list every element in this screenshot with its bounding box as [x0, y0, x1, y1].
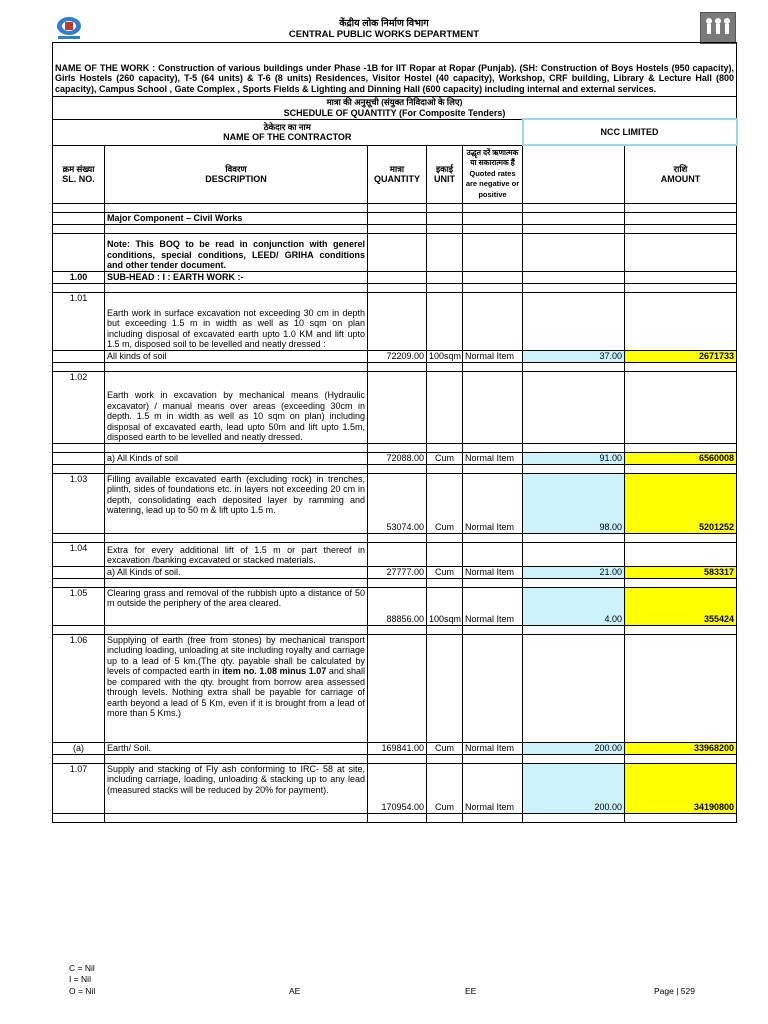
item-number: (a)	[53, 742, 105, 754]
item-type: Normal Item	[463, 452, 523, 464]
item-number: 1.05	[53, 587, 105, 625]
page-number: Page | 529	[654, 986, 695, 996]
col-qty-hindi: मात्रा	[389, 163, 405, 174]
subhead-number: 1.00	[53, 271, 105, 283]
contractor-label-hindi: ठेकेदार का नाम	[263, 121, 311, 132]
major-component-label: Major Component – Civil Works	[105, 212, 368, 224]
col-amount-english: AMOUNT	[660, 174, 701, 185]
item-description: Extra for every additional lift of 1.5 m or part thereof in excavation /banking excavated or stacked materials.	[105, 542, 368, 566]
item-rate: 21.00	[523, 566, 625, 578]
item-number: 1.01	[53, 292, 105, 350]
footer-o: O = Nil	[69, 986, 96, 996]
item-description: Filling available excavated earth (excluding rock) in trenches, plinth, sides of foundations etc. in layers not exceeding 20 cm in depth, consolidating each deposited layer by ramming and watering, lead up to 50 m & lift upto 1.5 m.	[105, 473, 368, 533]
item-description: Supply and stacking of Fly ash conforming to IRC- 58 at site, including carriage, loading, unloading & stacking up to any lead (measured stacks will be reduced by 20% for payment).	[105, 763, 368, 813]
item-unit: Cum	[427, 763, 463, 813]
name-of-work: NAME OF THE WORK : Construction of various buildings under Phase -1B for IIT Ropar at Ropar (Punjab). (SH: Construction of Boys Hostels (950 capacity), Girls Hostels (260 capacity), T-5 (64 units) & T-6 (8 units) Residences, Visitor Hostel (40 capacity), Workshop, CRF building, Library & Lecture Hall (800 capacity), Campus School , Gate Complex , Sports Fields & Lighting and Dinning Hall (600 capacity) including internal and external services.	[53, 43, 737, 97]
item-description-part: Supplying of earth (free from stones) by mechanical transport including loading, unloading at site including royalty and carriage up to a lead of 5 km.(The qty. payable shall be calculated by levels of compacted earth in	[107, 634, 365, 676]
item-description: a) All Kinds of soil	[105, 452, 368, 464]
item-description-emphasis: item no. 1.08 minus 1.07	[222, 666, 327, 676]
boq-table	[52, 42, 738, 823]
item-quantity: 72209.00	[368, 350, 427, 362]
item-type: Normal Item	[463, 763, 523, 813]
item-type: Normal Item	[463, 473, 523, 533]
item-number: 1.06	[53, 634, 105, 742]
col-unit	[427, 145, 463, 203]
item-description-part: and shall be compared with the qty. brought from borrow area assessed through levels. Nothing extra shall be payable for carriage of earth beyond a lead of 5 Km, even if it is brought from a lead of more than 5 Kms.)	[107, 666, 366, 718]
contractor-label	[53, 119, 523, 145]
item-quantity: 53074.00	[368, 473, 427, 533]
item-type: Normal Item	[463, 742, 523, 754]
item-quantity: 170954.00	[368, 763, 427, 813]
col-rate-hindi: उद्धृत दरें ऋणात्मक या सकारात्मक हैं	[466, 147, 519, 168]
item-rate: 200.00	[523, 763, 625, 813]
col-unit-english: UNIT	[434, 174, 455, 184]
item-unit: Cum	[427, 566, 463, 578]
item-rate: 91.00	[523, 452, 625, 464]
item-unit: Cum	[427, 473, 463, 533]
dept-title: CENTRAL PUBLIC WORKS DEPARTMENT	[288, 29, 480, 40]
item-number: 1.04	[53, 542, 105, 566]
table-row	[53, 763, 737, 813]
boq-note: Note: This BOQ to be read in conjunction with generel conditions, special conditions, LEED/ GRIHA conditions and other tender document.	[105, 233, 368, 271]
item-description: Earth work in surface excavation not exceeding 30 cm in depth but exceeding 1.5 m in width as well as 10 sqm on plan including disposal of excavated earth upto 1.0 KM and lift upto 1.5 m, disposed soil to be levelled and neatly dressed :	[105, 292, 368, 350]
item-rate: 98.00	[523, 473, 625, 533]
table-row	[53, 587, 737, 625]
col-sl-english: SL. NO.	[62, 174, 95, 184]
item-type: Normal Item	[463, 350, 523, 362]
col-amount	[625, 145, 737, 203]
footer-ae: AE	[289, 986, 301, 996]
contractor-label-english: NAME OF THE CONTRACTOR	[223, 132, 352, 142]
table-row	[53, 452, 737, 464]
item-number: 1.02	[53, 371, 105, 443]
col-rate-english: Quoted rates are negative or positive	[465, 168, 520, 199]
table-row	[53, 473, 737, 533]
item-description: Earth work in excavation by mechanical means (Hydraulic excavator) / manual means over areas (exceeding 30cm in depth. 1.5 m in width as well as 10 sqm on plan) including disposal of excavated earth, lead upto 50m and lift upto 1.5m, disposed earth to be levelled and neatly dressed.	[105, 371, 368, 443]
table-row	[53, 566, 737, 578]
item-amount: 355424	[625, 587, 737, 625]
col-sl	[53, 145, 105, 203]
item-amount: 583317	[625, 566, 737, 578]
item-quantity: 88856.00	[368, 587, 427, 625]
item-description: All kinds of soil	[105, 350, 368, 362]
contractor-name: NCC LIMITED	[523, 119, 737, 145]
item-rate: 200.00	[523, 742, 625, 754]
table-row	[53, 742, 737, 754]
item-amount: 6560008	[625, 452, 737, 464]
footer-ee: EE	[465, 986, 477, 996]
dept-hindi-title: केंद्रीय लोक निर्माण विभाग	[339, 18, 429, 29]
item-amount: 33968200	[625, 742, 737, 754]
item-description: Clearing grass and removal of the rubbish upto a distance of 50 m outside the periphery of the area cleared.	[105, 587, 368, 625]
item-amount: 34190800	[625, 763, 737, 813]
col-desc-english: DESCRIPTION	[205, 174, 267, 184]
item-amount: 5201252	[625, 473, 737, 533]
col-quantity	[368, 145, 427, 203]
item-type: Normal Item	[463, 566, 523, 578]
item-description: Earth/ Soil.	[105, 742, 368, 754]
item-type: Normal Item	[463, 587, 523, 625]
item-quantity: 169841.00	[368, 742, 427, 754]
item-quantity: 72088.00	[368, 452, 427, 464]
item-number: 1.03	[53, 473, 105, 533]
col-description	[105, 145, 368, 203]
col-desc-hindi: विवरण	[225, 163, 247, 174]
item-description	[105, 634, 368, 742]
col-amount-hindi: राशि	[673, 163, 688, 174]
col-unit-hindi: इकाई	[435, 163, 454, 174]
item-number: 1.07	[53, 763, 105, 813]
item-unit: 100sqm	[427, 350, 463, 362]
item-unit: Cum	[427, 742, 463, 754]
col-qty-english: QUANTITY	[374, 174, 420, 184]
col-sl-hindi: क्रम संख्या	[62, 163, 95, 174]
item-rate: 4.00	[523, 587, 625, 625]
item-unit: Cum	[427, 452, 463, 464]
item-description: a) All Kinds of soil.	[105, 566, 368, 578]
subhead-label: SUB-HEAD : I : EARTH WORK :-	[105, 271, 368, 283]
item-unit: 100sqm	[427, 587, 463, 625]
item-quantity: 27777.00	[368, 566, 427, 578]
item-amount: 2671733	[625, 350, 737, 362]
schedule-hindi: मात्रा की अनुसूची (संयुक्त निविदाओ के लिए)	[53, 97, 737, 108]
footer-i: I = Nil	[69, 974, 91, 984]
item-rate: 37.00	[523, 350, 625, 362]
schedule-title: SCHEDULE OF QUANTITY (For Composite Tenders)	[53, 108, 737, 120]
table-row	[53, 350, 737, 362]
col-rate-blank	[523, 145, 625, 203]
footer-c: C = Nil	[69, 963, 95, 973]
col-quoted-rates	[463, 145, 523, 203]
